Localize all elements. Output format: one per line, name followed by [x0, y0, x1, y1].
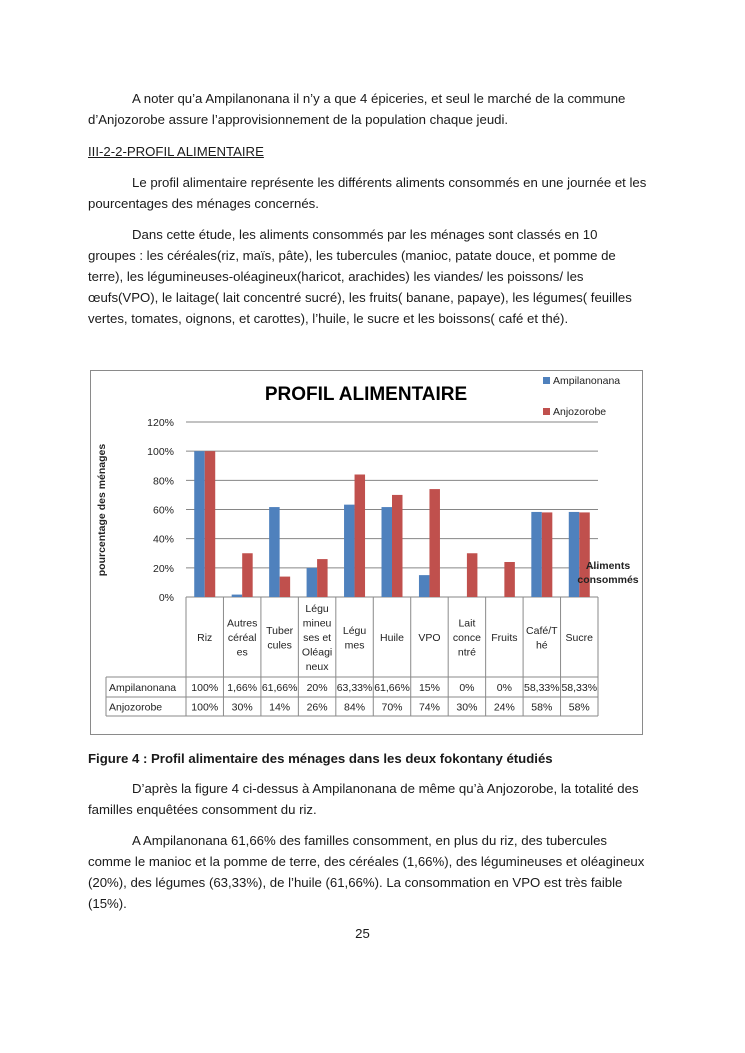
table-cell-value: 58,33% — [524, 682, 560, 694]
table-cell-value: 26% — [306, 701, 328, 714]
table-cell-value: 30% — [456, 701, 478, 714]
y-tick-label: 40% — [152, 533, 174, 546]
table-cell-value: 15% — [418, 682, 440, 694]
table-cell-value: 74% — [418, 701, 440, 714]
table-cell-value: 100% — [191, 701, 219, 714]
legend-swatch — [543, 377, 550, 384]
table-cell-value: 58,33% — [561, 682, 598, 694]
y-tick-label: 80% — [152, 475, 174, 488]
x-category-label: Sucre — [565, 632, 593, 644]
bar-ampilanonana — [307, 568, 318, 597]
table-cell-value: 58% — [531, 701, 553, 714]
x-category-label: Légu — [342, 624, 367, 637]
table-cell-value: 100% — [191, 682, 219, 694]
bar-anjozorobe — [280, 577, 291, 597]
figure-caption: Figure 4 : Profil alimentaire des ménages dans les deux fokontany étudiés — [88, 751, 553, 766]
table-cell-value: 20% — [306, 682, 328, 694]
x-category-label: mes — [344, 639, 365, 652]
x-category-label: Légu — [305, 603, 329, 615]
x-category-label: mineu — [302, 617, 332, 630]
x-category-label: Tuber — [266, 624, 294, 637]
legend-swatch — [543, 408, 550, 415]
bar-ampilanonana — [531, 512, 542, 597]
table-row-label: Ampilanonana — [109, 682, 177, 694]
y-tick-label: 20% — [152, 562, 174, 575]
x-category-label: neux — [305, 661, 329, 673]
x-axis-label-line1: Aliments — [585, 560, 631, 572]
x-category-label: Café/T — [526, 624, 558, 637]
bar-anjozorobe — [205, 451, 216, 597]
table-cell-value: 14% — [269, 701, 291, 714]
paragraph-riz: D’après la figure 4 ci-dessus à Ampilanonana de même qu’à Anjozorobe, la totalité des familles enquêtées consomment du riz. — [88, 781, 639, 817]
chart-title: PROFIL ALIMENTAIRE — [264, 384, 468, 405]
bar-ampilanonana — [232, 595, 243, 597]
x-category-label: Riz — [197, 632, 213, 644]
y-tick-label: 0% — [158, 592, 174, 604]
bar-ampilanonana — [419, 575, 430, 597]
table-cell-value: 61,66% — [374, 682, 410, 694]
paragraph-definition: Le profil alimentaire représente les différents aliments consommés en une journée et les pourcentages des ménages concernés. — [88, 175, 647, 211]
x-category-label: ntré — [457, 646, 476, 659]
page-number: 25 — [355, 926, 370, 941]
section-heading: III-2-2-PROFIL ALIMENTAIRE — [88, 144, 264, 159]
table-cell-value: 61,66% — [261, 682, 298, 694]
bar-anjozorobe — [467, 553, 478, 597]
table-cell-value: 24% — [493, 701, 515, 714]
bar-anjozorobe — [392, 495, 403, 597]
y-axis-label: pourcentage des ménages — [96, 443, 108, 577]
bar-ampilanonana — [194, 451, 205, 597]
x-category-label: cules — [267, 639, 292, 652]
table-cell-value: 30% — [231, 701, 253, 714]
x-category-label: Oléagi — [301, 646, 333, 659]
paragraph-epiceries: A noter qu’a Ampilanonana il n’y a que 4 épiceries, et seul le marché de la commune d’Anjozorobe assure l’approvisionnement de la population chaque jeudi. — [88, 91, 626, 127]
x-category-label: ses et — [303, 632, 332, 644]
bar-ampilanonana — [382, 507, 393, 597]
table-cell-value: 0% — [459, 682, 475, 694]
bar-ampilanonana — [344, 505, 355, 597]
x-category-label: es — [236, 646, 248, 659]
bar-anjozorobe — [242, 553, 253, 597]
table-cell-value: 1,66% — [227, 682, 258, 694]
bar-ampilanonana — [269, 507, 280, 597]
table-row-label: Anjozorobe — [109, 701, 163, 714]
paragraph-ampilanonana: A Ampilanonana 61,66% des familles consomment, en plus du riz, des tubercules comme le manioc et la pomme de terre, des céréales (1,66%), des légumineuses et oléagineux (20%), des légumes (63,33%), de l’huile (61,66%). La consommation en VPO est très faible (15%). — [88, 833, 645, 911]
x-category-label: Lait — [458, 617, 476, 630]
legend-label: Anjozorobe — [553, 406, 607, 418]
bar-anjozorobe — [355, 475, 366, 598]
bar-anjozorobe — [542, 512, 553, 597]
paragraph-groups: Dans cette étude, les aliments consommés par les ménages sont classés en 10 groupes : les céréales(riz, maïs, pâte), les tubercules (manioc, patate douce, et pomme de terre), les légumineuses-oléagineux(haricot, arachides) les viandes/ les poissons/ les œufs(VPO), le laitage( lait concentré sucré), les fruits( banane, papaye), les légumes( feuilles vertes, tomates, oignons, et carottes), l’huile, le sucre et les boissons( café et thé). — [88, 227, 632, 326]
y-tick-label: 60% — [152, 504, 174, 517]
legend-label: Ampilanonana — [553, 375, 621, 387]
x-category-label: VPO — [418, 632, 441, 644]
y-tick-label: 120% — [147, 417, 174, 429]
y-tick-label: 100% — [147, 446, 174, 459]
x-category-label: hé — [535, 639, 548, 652]
x-category-label: Fruits — [491, 632, 518, 644]
x-category-label: conce — [452, 632, 481, 644]
x-axis-label-line2: consommés — [577, 574, 639, 586]
table-cell-value: 70% — [381, 701, 403, 714]
table-cell-value: 84% — [344, 701, 366, 714]
bar-anjozorobe — [504, 562, 515, 597]
x-category-label: céréal — [227, 632, 257, 644]
table-cell-value: 58% — [568, 701, 590, 714]
table-cell-value: 0% — [496, 682, 512, 694]
x-category-label: Autres — [227, 617, 258, 630]
table-cell-value: 63,33% — [336, 682, 373, 694]
bar-anjozorobe — [429, 489, 440, 597]
x-category-label: Huile — [380, 632, 404, 644]
bar-anjozorobe — [317, 559, 328, 597]
